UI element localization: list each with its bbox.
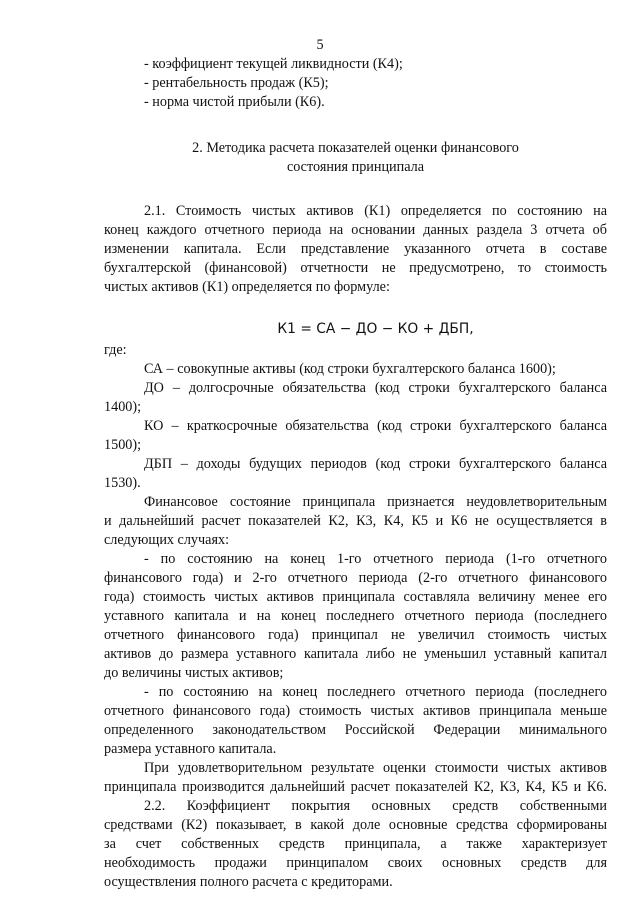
case-2: [104, 683, 607, 759]
text-line: средствами (К2) показывает, в какой доле основные средства сформированы: [104, 817, 607, 833]
formula-definitions: [104, 360, 607, 493]
text-line: размера уставного капитала.: [104, 741, 277, 757]
where-label: где:: [104, 342, 127, 358]
indicator-list: [104, 55, 607, 112]
text-line: следующих случаях:: [104, 532, 230, 548]
text-line: Финансовое состояние принципала признается неудовлетворительным: [144, 494, 607, 510]
paragraph-satisfactory: [104, 759, 607, 797]
text-line: года) стоимость чистых активов принципала составляла величину менее его: [104, 589, 607, 605]
definition-dbp: ДБП – доходы будущих периодов (код строки бухгалтерского баланса: [144, 456, 607, 472]
text-line: 2.1. Стоимость чистых активов (К1) определяется по состоянию на: [144, 203, 607, 219]
definition-dbp-cont: 1530).: [104, 475, 141, 491]
text-line: за счет собственных средств принципала, а также характеризует: [104, 836, 607, 852]
case-1: [104, 550, 607, 683]
definition-do: ДО – долгосрочные обязательства (код строки бухгалтерского баланса: [144, 380, 607, 396]
text-line: осуществления полного расчета с кредиторами.: [104, 874, 393, 890]
text-line: - по состоянию на конец последнего отчетного периода (последнего: [144, 684, 607, 700]
text-line: отчетного финансового года) принципал не увеличил стоимость чистых: [104, 627, 607, 643]
text-line: 2.2. Коэффициент покрытия основных средств собственными: [144, 798, 607, 814]
page-number: 5: [316, 37, 324, 53]
text-line: активов до размера уставного капитала либо не уменьшил уставный капитал: [104, 646, 607, 662]
paragraph-2-2: [104, 797, 607, 892]
definition-ko: КО – краткосрочные обязательства (код строки бухгалтерского баланса: [144, 418, 607, 434]
paragraph-2-1: [104, 202, 607, 297]
text-line: финансового года) и 2-го отчетного периода (2-го отчетного финансового: [104, 570, 607, 586]
text-line: и дальнейший расчет показателей К2, К3, К4, К5 и К6 не осуществляется в: [104, 513, 607, 529]
section-heading: [104, 139, 607, 177]
definition-ko-cont: 1500);: [104, 437, 142, 453]
text-line: определенного законодательством Российской Федерации минимального: [104, 722, 607, 738]
section-heading-line: 2. Методика расчета показателей оценки финансового: [192, 140, 519, 156]
paragraph-unsatisfactory: [104, 493, 607, 550]
text-line: - по состоянию на конец 1-го отчетного периода (1-го отчетного: [144, 551, 607, 567]
net-assets-formula: К1 = СА − ДО − КО + ДБП,: [277, 321, 474, 337]
text-line: бухгалтерской (финансовой) отчетности не предусмотрено, то стоимость: [104, 260, 607, 276]
definition-do-cont: 1400);: [104, 399, 142, 415]
text-line: необходимость продажи принципалом своих основных средств для: [104, 855, 607, 871]
page-content: [104, 55, 607, 892]
text-line: При удовлетворительном результате оценки стоимости чистых активов: [144, 760, 607, 776]
text-line: до величины чистых активов;: [104, 665, 284, 681]
text-line: конец каждого отчетного периода на основании данных раздела 3 отчета об: [104, 222, 607, 238]
text-line: принципала производится дальнейший расчет показателей К2, К3, К4, К5 и К6.: [104, 779, 607, 795]
list-item: - рентабельность продаж (К5);: [144, 75, 329, 91]
text-line: отчетного финансового года) стоимость чистых активов принципала меньше: [104, 703, 607, 719]
definition-sa: СА – совокупные активы (код строки бухгалтерского баланса 1600);: [144, 361, 556, 377]
list-item: - коэффициент текущей ликвидности (К4);: [144, 56, 403, 72]
section-heading-line: состояния принципала: [286, 159, 425, 175]
text-line: чистых активов (К1) определяется по формуле:: [104, 279, 390, 295]
text-line: уставного капитала и на конец последнего отчетного периода (последнего: [104, 608, 607, 624]
list-item: - норма чистой прибыли (К6).: [144, 94, 325, 110]
text-line: изменении капитала. Если представление указанного отчета в составе: [104, 241, 607, 257]
